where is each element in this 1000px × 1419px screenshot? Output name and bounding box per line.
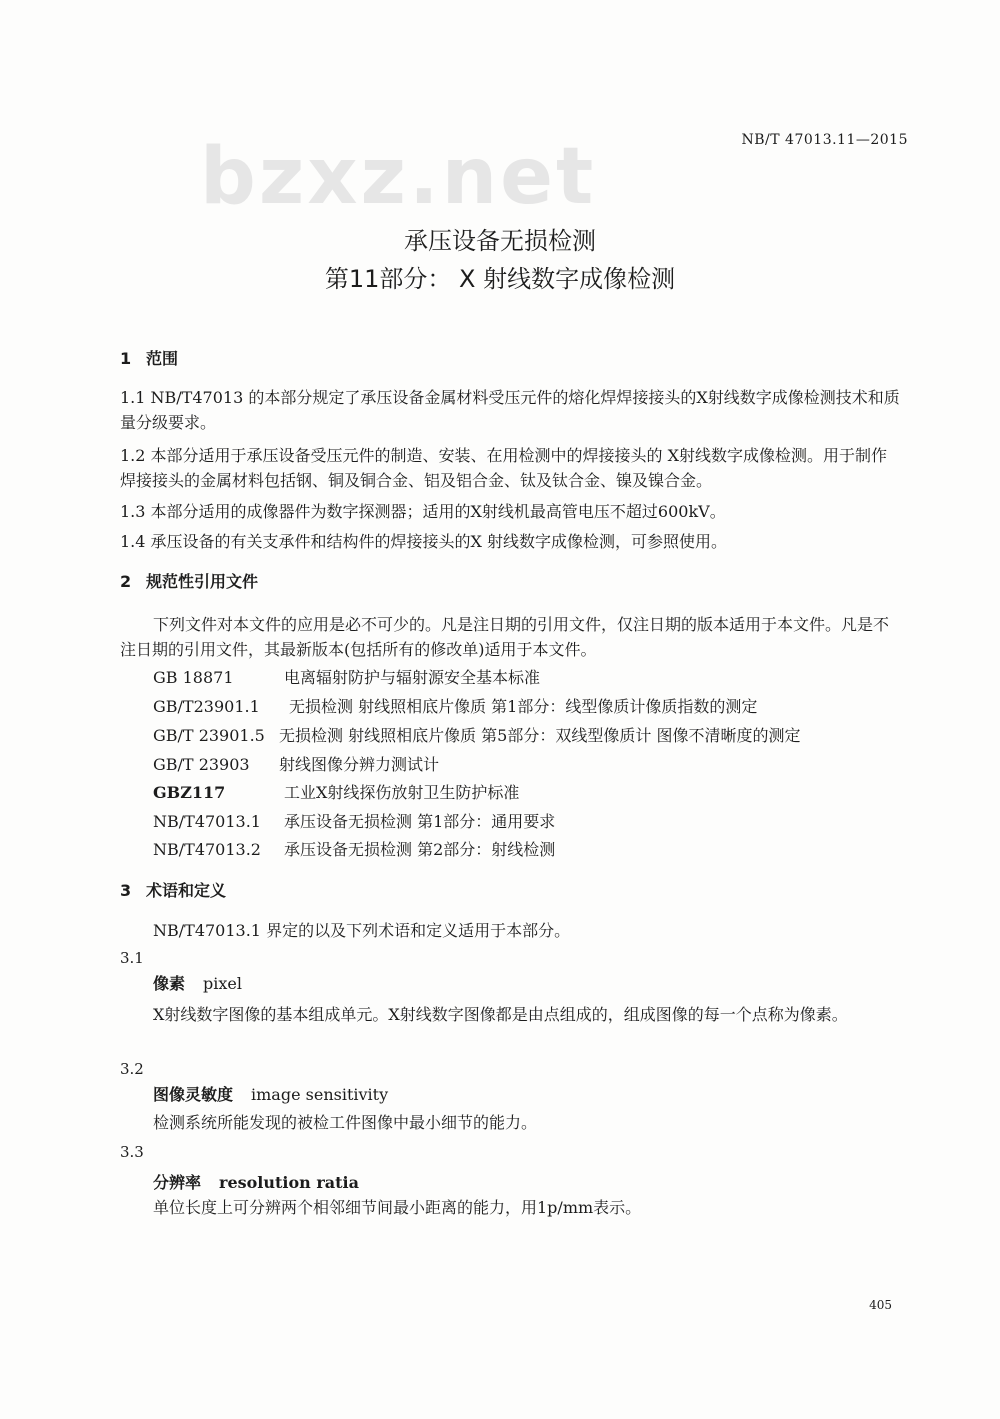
terms-intro: NB/T47013.1 界定的以及下列术语和定义适用于本部分。	[153, 921, 571, 940]
term-definition: 检测系统所能发现的被检工件图像中最小细节的能力。	[153, 1113, 538, 1132]
section-1-heading	[120, 346, 178, 369]
reference-code: NB/T47013.1	[153, 812, 261, 831]
term-heading	[153, 971, 242, 994]
reference-item	[153, 724, 800, 748]
section-number: 2	[120, 572, 132, 591]
reference-title: 工业X射线探伤放射卫生防护标准	[284, 783, 520, 802]
section-2-heading	[120, 569, 258, 592]
reference-code: GB/T23901.1	[153, 697, 260, 716]
reference-code: NB/T47013.2	[153, 840, 261, 859]
section-3-heading	[120, 878, 226, 901]
document-title	[0, 222, 1000, 298]
reference-title: 承压设备无损检测 第2部分：射线检测	[284, 840, 556, 859]
reference-title: 电离辐射防护与辐射源安全基本标准	[284, 668, 541, 687]
reference-title: 无损检测 射线照相底片像质 第5部分：双线型像质计 图像不清晰度的测定	[279, 726, 801, 745]
normative-intro: 下列文件对本文件的应用是必不可少的。凡是注日期的引用文件，仅注日期的版本适用于本文件。凡是不注日期的引用文件，其最新版本(包括所有的修改单)适用于本文件。	[120, 615, 890, 659]
section-title: 规范性引用文件	[146, 572, 259, 591]
term-chinese: 图像灵敏度	[153, 1085, 234, 1104]
title-line-2: 第11部分： X 射线数字成像检测	[324, 265, 676, 293]
reference-code: GB 18871	[153, 668, 234, 687]
term-number: 3.2	[120, 1060, 144, 1078]
reference-item	[153, 753, 439, 777]
section-title: 范围	[146, 349, 179, 368]
term-heading	[153, 1082, 388, 1105]
term-heading	[153, 1170, 359, 1193]
term-english: image sensitivity	[251, 1085, 389, 1104]
scope-1-2: 1.2 本部分适用于承压设备受压元件的制造、安装、在用检测中的焊接接头的 X射线数字成像检测。用于制作焊接接头的金属材料包括钢、铜及铜合金、铝及铝合金、钛及钛合金、镍及镍合金。	[120, 446, 888, 490]
reference-title: 射线图像分辨力测试计	[279, 755, 440, 774]
term-english: pixel	[203, 974, 242, 993]
reference-code: GB/T 23903	[153, 755, 250, 774]
reference-item	[153, 781, 519, 805]
term-english: resolution ratia	[219, 1173, 359, 1192]
scope-1-1: 1.1 NB/T47013 的本部分规定了承压设备金属材料受压元件的熔化焊焊接接头的X射线数字成像检测技术和质量分级要求。	[120, 388, 900, 432]
term-number: 3.1	[120, 949, 144, 967]
scope-1-4: 1.4 承压设备的有关支承件和结构件的焊接接头的X 射线数字成像检测，可参照使用。	[120, 532, 728, 551]
reference-code: GBZ117	[153, 783, 226, 802]
term-chinese: 分辨率	[153, 1173, 202, 1192]
term-definition: X射线数字图像的基本组成单元。X射线数字图像都是由点组成的，组成图像的每一个点称为像素。	[153, 1005, 848, 1024]
reference-code: GB/T 23901.5	[153, 726, 265, 745]
standard-code: NB/T 47013.11—2015	[741, 132, 908, 148]
reference-item	[153, 838, 555, 862]
term-definition: 单位长度上可分辨两个相邻细节间最小距离的能力，用1p/mm表示。	[153, 1198, 642, 1217]
section-number: 3	[120, 881, 132, 900]
section-number: 1	[120, 349, 132, 368]
reference-title: 无损检测 射线照相底片像质 第1部分：线型像质计像质指数的测定	[289, 697, 758, 716]
term-number: 3.3	[120, 1143, 144, 1161]
reference-item	[153, 666, 540, 690]
reference-title: 承压设备无损检测 第1部分：通用要求	[284, 812, 556, 831]
title-line-1: 承压设备无损检测	[404, 227, 596, 255]
reference-item	[153, 695, 757, 719]
watermark: bzxz.net	[200, 132, 597, 222]
reference-item	[153, 810, 555, 834]
section-title: 术语和定义	[146, 881, 227, 900]
page-number: 405	[869, 1298, 892, 1312]
term-chinese: 像素	[153, 974, 186, 993]
scope-1-3: 1.3 本部分适用的成像器件为数字探测器；适用的X射线机最高管电压不超过600kV。	[120, 502, 726, 521]
